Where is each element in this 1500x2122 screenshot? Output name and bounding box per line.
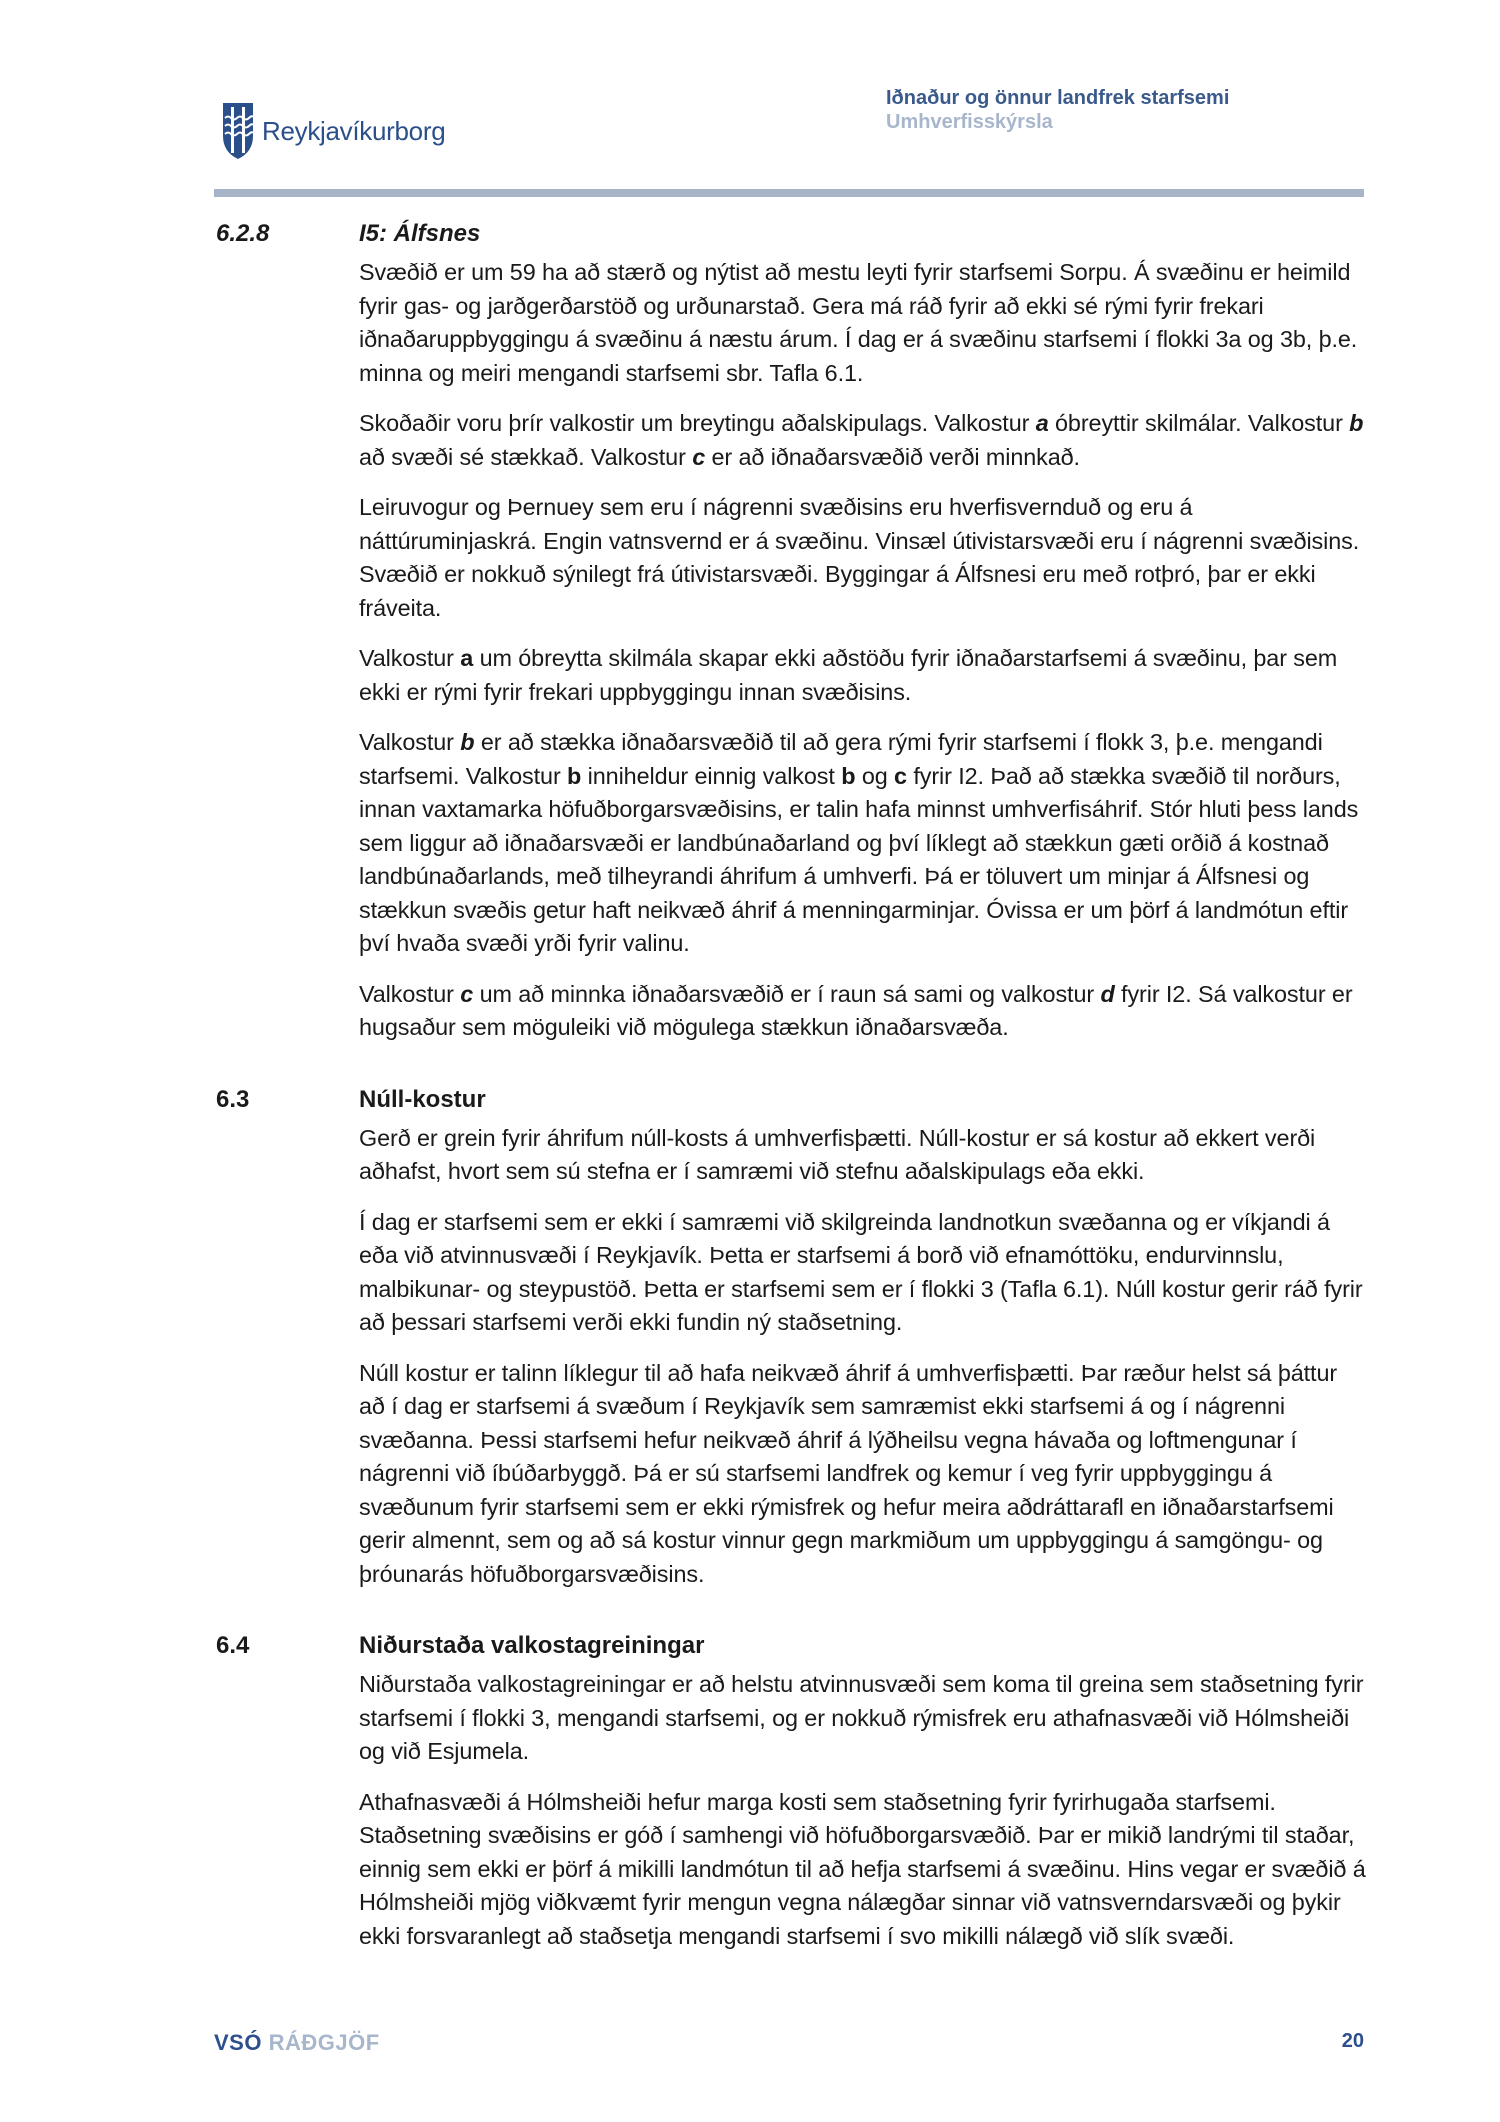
option-letter: b — [460, 729, 475, 755]
body-paragraph — [359, 1122, 1369, 1189]
paragraph-text: Skoðaðir voru þrír valkostir um breytingu aðalskipulags. Valkostur — [359, 410, 1036, 436]
paragraph-text: Niðurstaða valkostagreiningar er að helstu atvinnusvæði sem koma til greina sem staðsetning fyrir starfsemi í flokki 3, mengandi starfsemi, og er nokkuð rýmisfrek eru athafnasvæði við Hólmsheiði og við Esjumela. — [359, 1671, 1364, 1764]
option-letter: b — [841, 762, 856, 789]
footer-brand-radgjof: RÁÐGJÖF — [268, 2030, 380, 2055]
section-number: 6.3 — [216, 1085, 250, 1113]
option-letter: b — [1349, 410, 1364, 436]
section-title: I5: Álfsnes — [359, 220, 481, 247]
paragraph-text: Núll kostur er talinn líklegur til að hafa neikvæð áhrif á umhverfisþætti. Þar ræður helst sá þáttur að í dag er starfsemi á svæðum í Reykjavík sem samræmist ekki starfsemi á og í nágrenni svæðanna. Þessi starfsemi hefur neikvæð áhrif á lýðheilsu vegna hávaða og loftmengunar í nágrenni við íbúðarbyggð. Þá er sú starfsemi landfrek og kemur í veg fyrir uppbyggingu á svæðunum fyrir starfsemi sem er ekki rýmisfrek og hefur meira aðdráttarafl en iðnaðarstarfsemi gerir almennt, sem og að sá kostur vinnur gegn markmiðum um uppbyggingu á samgöngu- og þróunarás höfuðborgarsvæðisins. — [359, 1359, 1338, 1587]
paragraph-text: Gerð er grein fyrir áhrifum núll-kosts á umhverfisþætti. Núll-kostur er sá kostur að ekkert verði aðhafst, hvort sem sú stefna er í samræmi við stefnu aðalskipulags eða ekki. — [359, 1124, 1316, 1184]
reykjavik-logo — [222, 102, 445, 160]
footer-brand-vso: VSÓ — [214, 2030, 262, 2055]
body-paragraph — [359, 407, 1369, 474]
page-content — [0, 216, 1500, 1970]
section — [0, 1628, 1500, 1953]
paragraph-text: Í dag er starfsemi sem er ekki í samræmi við skilgreinda landnotkun svæðanna og er víkjandi á eða við atvinnusvæði í Reykjavík. Þetta er starfsemi á borð við efnamóttöku, endurvinnslu, malbikunar- og steypustöð. Þetta er starfsemi sem er í flokki 3 (Tafla 6.1). Núll kostur gerir ráð fyrir að þessari starfsemi verði ekki fundin ný staðsetning. — [359, 1208, 1363, 1335]
paragraph-text: Valkostur — [359, 729, 461, 755]
body-paragraph — [359, 256, 1369, 390]
section-number: 6.2.8 — [216, 220, 270, 247]
paragraph-text: Valkostur — [359, 645, 461, 671]
section-heading — [0, 216, 1500, 256]
section-number: 6.4 — [216, 1632, 250, 1659]
body-paragraph — [359, 642, 1369, 709]
section — [0, 1082, 1500, 1592]
paragraph-text: inniheldur einnig valkost — [581, 762, 842, 789]
body-paragraph — [359, 978, 1369, 1045]
body-paragraph — [359, 726, 1369, 961]
paragraph-text: um að minnka iðnaðarsvæðið er í raun sá sami og valkostur — [473, 980, 1101, 1007]
option-letter: c — [692, 443, 706, 470]
page-header — [0, 0, 1500, 200]
section-title: Niðurstaða valkostagreiningar — [359, 1632, 705, 1659]
body-paragraph — [359, 1786, 1369, 1954]
header-divider — [214, 189, 1364, 197]
paragraph-text: er að iðnaðarsvæðið verði minnkað. — [705, 443, 1080, 470]
document-subtitle: Umhverfisskýrsla — [886, 111, 1053, 133]
paragraph-text: að svæði sé stækkað. Valkostur — [359, 443, 693, 470]
option-letter: a — [460, 645, 474, 671]
paragraph-text: Leiruvogur og Þernuey sem eru í nágrenni svæðisins eru hverfisvernduð og eru á náttúruminjaskrá. Engin vatnsvernd er á svæðinu. Vinsæl útivistarsvæði eru í nágrenni svæðisins. Svæðið er nokkuð sýnilegt frá útivistarsvæði. Byggingar á Álfsnesi eru með rotþró, þar er ekki fráveita. — [359, 494, 1360, 621]
option-letter: a — [1035, 410, 1049, 436]
section-heading — [0, 1628, 1500, 1668]
section-title: Núll-kostur — [359, 1085, 486, 1113]
paragraph-text: um óbreytta skilmála skapar ekki aðstöðu fyrir iðnaðarstarfsemi á svæðinu, þar sem ekki er rými fyrir frekari uppbyggingu innan svæðisins. — [359, 645, 1338, 705]
section-gap — [0, 1062, 1500, 1082]
section-gap — [0, 1608, 1500, 1628]
reykjavik-shield-icon — [222, 102, 254, 160]
page-number: 20 — [1341, 2030, 1364, 2052]
option-letter: b — [567, 762, 582, 789]
paragraph-text: Svæðið er um 59 ha að stærð og nýtist að mestu leyti fyrir starfsemi Sorpu. Á svæðinu er heimild fyrir gas- og jarðgerðarstöð og urðunarstað. Gera má ráð fyrir að ekki sé rými fyrir frekari iðnaðaruppbyggingu á svæðinu á næstu árum. Í dag er á svæðinu starfsemi í flokki 3a og 3b, þ.e. minna og meiri mengandi starfsemi sbr. Tafla 6.1. — [359, 259, 1358, 386]
option-letter: d — [1100, 980, 1115, 1007]
body-paragraph — [359, 1668, 1369, 1769]
section-heading — [0, 1082, 1500, 1122]
document-title-block — [886, 86, 1286, 134]
paragraph-text: fyrir I2. Það að stækka svæðið til norðurs, innan vaxtamarka höfuðborgarsvæðisins, er talin hafa minnst umhverfisáhrif. Stór hluti þess lands sem liggur að iðnaðarsvæði er landbúnaðarland og því líklegt að stækkun gæti orðið á kostnað landbúnaðarlands, með tilheyrandi áhrifum á umhverfi. Þá er töluvert um minjar á Álfsnesi og stækkun svæðis getur haft neikvæð áhrif á menningarminjar. Óvissa er um þörf á landmótun eftir því hvaða svæði yrði fyrir valinu. — [359, 762, 1359, 956]
paragraph-text: er að stækka iðnaðarsvæðið til að gera rými fyrir starfsemi í flokk 3, þ.e. mengandi starfsemi. Valkostur — [359, 729, 1323, 789]
paragraph-text: Valkostur — [359, 980, 461, 1007]
body-paragraph — [359, 1357, 1369, 1592]
paragraph-text: Athafnasvæði á Hólmsheiði hefur marga kosti sem staðsetning fyrir fyrirhugaða starfsemi. Staðsetning svæðisins er góð í samhengi við höfuðborgarsvæðið. Þar er mikið landrými til staðar, einnig sem ekki er þörf á mikilli landmótun til að hefja starfsemi á svæðinu. Hins vegar er svæðið á Hólmsheiði mjög viðkvæmt fyrir mengun vegna nálægðar sinnar við vatnsverndarsvæði og þykir ekki forsvaranlegt að staðsetja mengandi starfsemi í svo mikilli nálægð við slík svæði. — [359, 1788, 1366, 1949]
footer-brand — [214, 2030, 380, 2056]
paragraph-text: óbreyttir skilmálar. Valkostur — [1048, 410, 1350, 436]
body-paragraph — [359, 491, 1369, 625]
logo-text: Reykjavíkurborg — [262, 115, 446, 146]
paragraph-text: og — [855, 762, 895, 789]
body-paragraph — [359, 1206, 1369, 1340]
option-letter: c — [894, 762, 907, 789]
paragraph-text: fyrir I2. Sá valkostur er hugsaður sem möguleiki við mögulega stækkun iðnaðarsvæða. — [359, 980, 1353, 1040]
section — [0, 216, 1500, 1045]
option-letter: c — [460, 980, 474, 1007]
document-title: Iðnaður og önnur landfrek starfsemi — [886, 87, 1230, 109]
